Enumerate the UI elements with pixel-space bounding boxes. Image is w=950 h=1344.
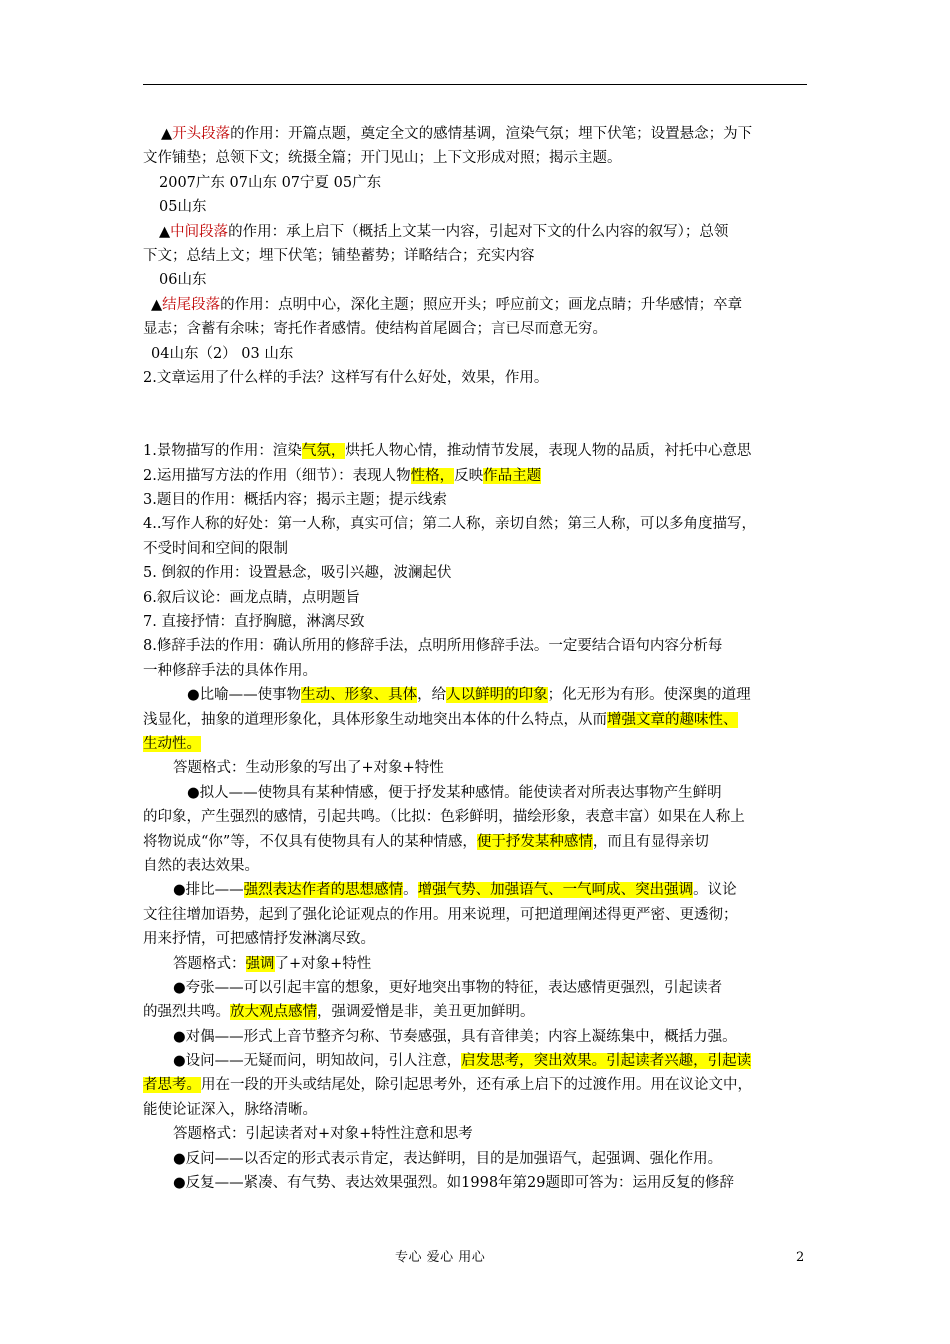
text-segment: 6.叙后议论：画龙点睛，点明题旨 [143, 589, 360, 606]
highlighted-text: 启发思考，突出效果。引起读者兴趣，引起读 [461, 1053, 752, 1070]
text-segment: 的印象，产生强烈的感情，引起共鸣。（比拟：色彩鲜明，描绘形象，表意丰富）如果在人称上 [143, 809, 745, 826]
text-segment: 答题格式： [173, 955, 246, 972]
text-line [143, 293, 809, 317]
text-segment: ▲ [159, 223, 171, 240]
text-segment: 文往往增加语势，起到了强化论证观点的作用。用来说理，可把道理阐述得更严密、更透彻； [143, 906, 738, 923]
highlighted-text: 增强气势、加强语气、一气呵成、突出强调 [417, 882, 694, 899]
highlighted-text: 增强文章的趣味性、 [607, 711, 738, 728]
text-line [143, 512, 809, 536]
text-segment: 06山东 [159, 272, 207, 289]
text-segment: 文作铺垫；总领下文；统摄全篇；开门见山；上下文形成对照；揭示主题。 [143, 150, 622, 167]
text-segment: ●夸张——可以引起丰富的想象，更好地突出事物的特征，表达感情更强烈，引起读者 [173, 979, 723, 996]
highlighted-text: 放大观点感情 [230, 1004, 317, 1021]
text-line [143, 586, 809, 610]
text-line [143, 171, 809, 195]
text-segment: 的作用：开篇点题，奠定全文的感情基调，渲染气氛；埋下伏笔；设置悬念；为下 [230, 126, 753, 142]
text-line [143, 366, 809, 390]
text-segment: 05山东 [159, 199, 207, 216]
highlighted-text: 气氛， [301, 443, 346, 460]
text-segment: ；化无形为有形。使深奥的道理 [547, 687, 751, 704]
text-line [143, 195, 809, 219]
text-segment: ●排比—— [173, 882, 244, 899]
text-line [143, 659, 809, 683]
text-line [143, 1147, 809, 1171]
heading-term: 开头段落 [172, 126, 231, 142]
text-line [143, 146, 809, 170]
page-number: 2 [796, 1250, 805, 1265]
text-segment: 的作用：点明中心，深化主题；照应开头；呼应前文；画龙点睛；升华感情；卒章 [220, 296, 743, 313]
highlighted-text: 人以鲜明的印象 [446, 687, 548, 704]
text-segment: 8.修辞手法的作用：确认所用的修辞手法，点明所用修辞手法。一定要结合语句内容分析每 [143, 638, 723, 655]
text-segment: ●设问——无疑而问，明知故问，引人注意， [173, 1053, 462, 1070]
highlighted-text: 生动、形象、具体 [301, 687, 418, 704]
text-line [143, 488, 809, 512]
text-line [143, 244, 809, 268]
text-segment: 3.题目的作用：概括内容；揭示主题；提示线索 [143, 492, 447, 509]
header-rule [143, 84, 807, 85]
text-line [143, 1122, 809, 1146]
text-line [143, 854, 809, 878]
text-segment: 反映 [454, 467, 484, 484]
highlighted-text: 者思考。 [143, 1077, 201, 1094]
text-line [143, 683, 809, 707]
text-line [143, 439, 809, 463]
text-segment: 答题格式：生动形象的写出了+对象+特性 [173, 760, 444, 777]
text-line [143, 220, 809, 244]
text-segment: 的作用：承上启下（概括上文某一内容，引起对下文的什么内容的叙写）；总领 [228, 223, 729, 240]
text-line [143, 1098, 809, 1122]
text-segment: 7. 直接抒情：直抒胸臆，淋漓尽致 [143, 614, 365, 631]
text-line [143, 1025, 809, 1049]
heading-term: 结尾段落 [162, 296, 221, 313]
text-segment: 烘托人物心情，推动情节发展，表现人物的品质，衬托中心意思 [345, 443, 752, 460]
text-line [143, 537, 809, 561]
highlighted-text: 强调 [245, 955, 275, 972]
text-line [143, 317, 809, 341]
text-segment: 2.运用描写方法的作用（细节）：表现人物 [143, 467, 411, 484]
text-line [143, 610, 809, 634]
text-segment: 自然的表达效果。 [143, 857, 259, 874]
text-segment: 04山东（2） 03 山东 [151, 345, 294, 362]
text-line [143, 781, 809, 805]
text-segment: 1.景物描写的作用：渲染 [143, 443, 302, 460]
text-segment: 2.文章运用了什么样的手法？这样写有什么好处，效果，作用。 [143, 369, 549, 386]
text-segment: 显志；含蓄有余味；寄托作者感情。使结构首尾圆合；言已尽而意无穷。 [143, 321, 607, 338]
text-segment: 将物说成“你”等，不仅具有使物具有人的某种情感， [143, 833, 477, 850]
document-body [143, 122, 809, 1195]
text-segment: ，强调爱憎是非，美丑更加鲜明。 [317, 1004, 535, 1021]
text-segment: ●反复——紧凑、有气势、表达效果强烈。如1998年第29题即可答为：运用反复的修辞 [173, 1175, 735, 1192]
text-segment: 了+对象+特性 [274, 955, 372, 972]
text-segment: 浅显化，抽象的道理形象化，具体形象生动地突出本体的什么特点，从而 [143, 711, 607, 728]
highlighted-text: 作品主题 [483, 467, 542, 484]
text-segment: 一种修辞手法的具体作用。 [143, 662, 317, 679]
text-line [143, 1171, 809, 1195]
text-line [143, 976, 809, 1000]
text-line [143, 830, 809, 854]
text-line [143, 708, 809, 732]
text-segment: 。议论 [693, 882, 737, 899]
text-line [143, 1000, 809, 1024]
text-line [143, 732, 809, 756]
text-segment: 能使论证深入，脉络清晰。 [143, 1101, 317, 1118]
heading-term: 中间段落 [170, 223, 229, 240]
text-line [143, 342, 809, 366]
text-segment: ●反问——以否定的形式表示肯定，表达鲜明，目的是加强语气，起强调、强化作用。 [173, 1150, 723, 1167]
text-line [143, 927, 809, 951]
text-segment: 不受时间和空间的限制 [143, 540, 288, 557]
text-segment: ，而且有显得亲切 [592, 833, 709, 850]
text-line [143, 805, 809, 829]
page-footer [0, 1248, 950, 1268]
text-line [143, 122, 809, 146]
text-segment: ●对偶——形式上音节整齐匀称、节奏感强，具有音律美；内容上凝练集中，概括力强。 [173, 1028, 737, 1045]
highlighted-text: 强烈表达作者的思想感情 [243, 882, 404, 899]
text-segment: 。 [403, 882, 418, 899]
text-line [143, 756, 809, 780]
text-line [143, 952, 809, 976]
text-line [143, 1049, 809, 1073]
text-segment: ●拟人——使物具有某种情感，便于抒发某种感情。能使读者对所表达事物产生鲜明 [187, 784, 722, 801]
highlighted-text: 生动性。 [143, 735, 201, 752]
text-segment: ●比喻——使事物 [187, 687, 302, 704]
text-segment: 用来抒情，可把感情抒发淋漓尽致。 [143, 931, 375, 948]
highlighted-text: 性格， [410, 467, 455, 484]
text-segment: ▲ [151, 296, 163, 313]
text-segment: 答题格式：引起读者对+对象+特性注意和思考 [173, 1126, 473, 1143]
text-line [143, 268, 809, 292]
highlighted-text: 便于抒发某种感情 [476, 833, 593, 850]
footer-text: 专心 爱心 用心 [395, 1250, 486, 1265]
text-line [143, 903, 809, 927]
text-segment: ，给 [417, 687, 447, 704]
text-line [143, 634, 809, 658]
text-segment: 4..写作人称的好处：第一人称，真实可信；第二人称，亲切自然；第三人称，可以多角度描写， [143, 516, 756, 533]
text-segment: 5. 倒叙的作用：设置悬念，吸引兴趣，波澜起伏 [143, 565, 452, 582]
text-segment: ▲ [161, 126, 173, 142]
text-line [143, 464, 809, 488]
text-segment: 的强烈共鸣。 [143, 1004, 230, 1021]
text-segment: 用在一段的开头或结尾处，除引起思考外，还有承上启下的过渡作用。用在议论文中， [201, 1077, 752, 1094]
text-line [143, 878, 809, 902]
text-segment: 下文；总结上文；埋下伏笔；铺垫蓄势；详略结合；充实内容 [143, 247, 535, 264]
text-segment: 2007广东 07山东 07宁夏 05广东 [159, 174, 382, 191]
section-gap [143, 390, 809, 439]
text-line [143, 1073, 809, 1097]
text-line [143, 561, 809, 585]
